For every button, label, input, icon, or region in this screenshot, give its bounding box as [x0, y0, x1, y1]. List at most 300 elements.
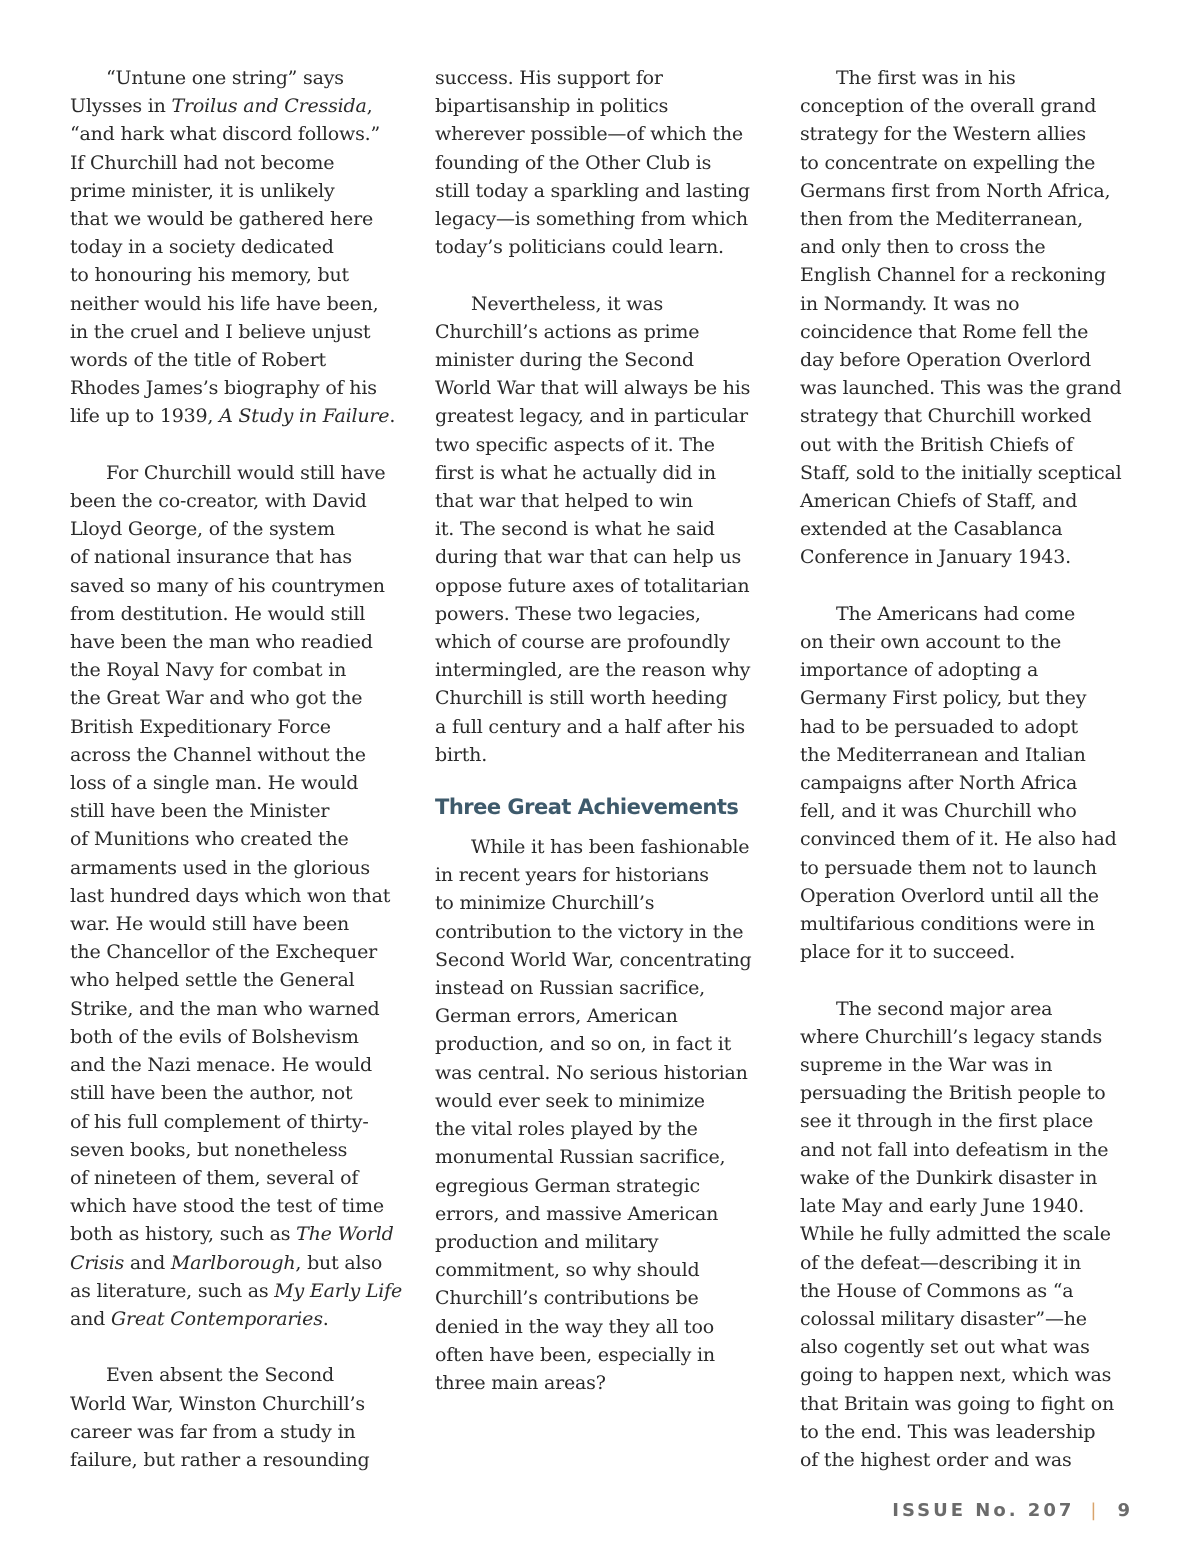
- text-run: wherever possible—of which the: [435, 123, 743, 146]
- text-run: convinced them of it. He also had: [800, 828, 1117, 851]
- text-run: life up to 1939,: [70, 405, 220, 428]
- text-line: [70, 684, 410, 712]
- text-run: the House of Commons as “a: [800, 1279, 1074, 1302]
- text-line: [70, 205, 410, 233]
- text-run: prime minister, it is unlikely: [70, 179, 335, 202]
- text-run: of the defeat—describing it in: [800, 1251, 1082, 1274]
- text-line: [70, 459, 410, 487]
- text-line: [70, 572, 410, 600]
- text-line: [70, 910, 410, 938]
- text-run: World War, Winston Churchill’s: [70, 1392, 365, 1415]
- text-line: [435, 741, 775, 769]
- text-run: late May and early June 1940.: [800, 1195, 1085, 1218]
- text-run: persuading the British people to: [800, 1082, 1106, 1105]
- text-line: [70, 769, 410, 797]
- text-line: [800, 233, 1145, 261]
- text-run: still today a sparkling and lasting: [435, 179, 750, 202]
- text-run: was central. No serious historian: [435, 1061, 748, 1084]
- text-line: [70, 966, 410, 994]
- text-line: [435, 1228, 775, 1256]
- text-run: it. The second is what he said: [435, 518, 715, 541]
- text-run: fell, and it was Churchill who: [800, 800, 1077, 823]
- text-line: [800, 995, 1145, 1023]
- text-line: [435, 1115, 775, 1143]
- text-run: Rhodes James’s biography of his: [70, 377, 377, 400]
- body-paragraph: [435, 290, 775, 769]
- body-paragraph: [70, 459, 410, 1333]
- text-run: two specific aspects of it. The: [435, 433, 715, 456]
- text-line: [800, 1107, 1145, 1135]
- text-run: had to be persuaded to adopt: [800, 715, 1078, 738]
- text-run: on their own account to the: [800, 631, 1062, 654]
- text-run: production, and so on, in fact it: [435, 1033, 732, 1056]
- text-run: career was far from a study in: [70, 1420, 356, 1443]
- text-line: [800, 741, 1145, 769]
- section-heading: Three Great Achievements: [435, 795, 739, 820]
- text-line: [800, 1023, 1145, 1051]
- text-line: [70, 656, 410, 684]
- text-run: which have stood the test of time: [70, 1195, 384, 1218]
- text-line: [70, 290, 410, 318]
- text-line: [800, 1051, 1145, 1079]
- text-line: [800, 177, 1145, 205]
- body-paragraph: [800, 995, 1145, 1474]
- text-line: [70, 402, 410, 430]
- text-line: [435, 1313, 775, 1341]
- text-run: The second major area: [836, 997, 1053, 1020]
- text-line: [435, 431, 775, 459]
- text-run: see it through in the first place: [800, 1110, 1094, 1133]
- text-line: [435, 1200, 775, 1228]
- text-run: place for it to succeed.: [800, 941, 1016, 964]
- text-line: [435, 1172, 775, 1200]
- text-line: [435, 374, 775, 402]
- text-run: the Mediterranean and Italian: [800, 743, 1086, 766]
- text-run: and the Nazi menace. He would: [70, 1054, 373, 1077]
- text-line: [435, 233, 775, 261]
- text-line: [800, 1220, 1145, 1248]
- text-run: , but also: [295, 1251, 383, 1274]
- text-run: and not fall into defeatism in the: [800, 1138, 1109, 1161]
- text-line: [435, 600, 775, 628]
- text-run: out with the British Chiefs of: [800, 433, 1074, 456]
- text-line: [800, 431, 1145, 459]
- text-run: of nineteen of them, several of: [70, 1166, 359, 1189]
- text-line: [435, 1341, 775, 1369]
- text-line: [70, 374, 410, 402]
- text-line: [70, 1277, 410, 1305]
- text-line: [435, 684, 775, 712]
- text-run: who helped settle the General: [70, 969, 355, 992]
- text-run: the vital roles played by the: [435, 1118, 698, 1141]
- text-line: [70, 64, 410, 92]
- text-line: [70, 543, 410, 571]
- footer-separator: |: [1090, 1500, 1100, 1521]
- text-line: [70, 882, 410, 910]
- text-line: [800, 543, 1145, 571]
- text-line: [435, 487, 775, 515]
- text-line: [435, 459, 775, 487]
- text-run: been the co-creator, with David: [70, 490, 367, 513]
- text-run: founding of the Other Club is: [435, 151, 712, 174]
- text-run: wake of the Dunkirk disaster in: [800, 1166, 1098, 1189]
- text-line: [800, 149, 1145, 177]
- text-line: [800, 261, 1145, 289]
- text-line: [800, 487, 1145, 515]
- text-line: [800, 825, 1145, 853]
- text-run: ,: [366, 95, 373, 118]
- text-run: English Channel for a reckoning: [800, 264, 1106, 287]
- text-run: supreme in the War was in: [800, 1054, 1053, 1077]
- text-line: [435, 713, 775, 741]
- text-run: “Untune one string” says: [106, 67, 344, 89]
- text-line: [70, 1023, 410, 1051]
- text-line: [435, 572, 775, 600]
- text-run: minister during the Second: [435, 349, 694, 372]
- text-run: success. His support for: [435, 67, 663, 89]
- text-run: Staff, sold to the initially sceptical: [800, 461, 1122, 484]
- italic-title: Crisis: [70, 1251, 125, 1274]
- text-run: both as history, such as: [70, 1223, 297, 1246]
- text-line: [70, 120, 410, 148]
- text-run: instead on Russian sacrifice,: [435, 977, 706, 1000]
- text-line: [800, 797, 1145, 825]
- text-run: words of the title of Robert: [70, 349, 326, 372]
- text-line: [800, 938, 1145, 966]
- text-run: British Expeditionary Force: [70, 715, 331, 738]
- italic-title: Great Contemporaries: [110, 1307, 323, 1330]
- text-line: [800, 515, 1145, 543]
- text-run: to concentrate on expelling the: [800, 151, 1096, 174]
- body-paragraph: [70, 1361, 410, 1474]
- text-line: [70, 1079, 410, 1107]
- text-run: intermingled, are the reason why: [435, 659, 751, 682]
- text-line: [70, 600, 410, 628]
- text-line: [70, 318, 410, 346]
- text-line: [435, 889, 775, 917]
- text-line: [435, 92, 775, 120]
- text-line: [435, 543, 775, 571]
- text-run: which of course are profoundly: [435, 631, 730, 654]
- text-line: [435, 1059, 775, 1087]
- text-run: war. He would still have been: [70, 913, 350, 936]
- text-run: .: [322, 1307, 329, 1330]
- text-run: that we would be gathered here: [70, 208, 374, 231]
- text-line: [435, 656, 775, 684]
- text-run: both of the evils of Bolshevism: [70, 1025, 359, 1048]
- italic-title: Marlborough: [170, 1251, 296, 1274]
- text-line: [800, 656, 1145, 684]
- column-3: [800, 64, 1145, 1474]
- text-run: today in a society dedicated: [70, 236, 334, 259]
- text-run: to minimize Churchill’s: [435, 892, 655, 915]
- text-line: [70, 1051, 410, 1079]
- text-run: greatest legacy, and in particular: [435, 405, 748, 428]
- text-run: during that war that can help us: [435, 546, 742, 569]
- issue-number: ISSUE No. 207: [892, 1500, 1075, 1521]
- text-run: Churchill’s actions as prime: [435, 320, 700, 343]
- text-line: [800, 854, 1145, 882]
- text-run: day before Operation Overlord: [800, 349, 1091, 372]
- text-line: [70, 177, 410, 205]
- text-run: the Great War and who got the: [70, 687, 363, 710]
- text-run: saved so many of his countrymen: [70, 574, 385, 597]
- body-paragraph: [70, 64, 410, 431]
- text-run: last hundred days which won that: [70, 884, 391, 907]
- text-line: [800, 1361, 1145, 1389]
- text-line: [435, 1087, 775, 1115]
- text-run: monumental Russian sacrifice,: [435, 1146, 726, 1169]
- text-run: and only then to cross the: [800, 236, 1046, 259]
- text-line: [70, 854, 410, 882]
- text-run: to persuade them not to launch: [800, 856, 1097, 879]
- text-run: still have been the author, not: [70, 1082, 353, 1105]
- italic-title: The World: [296, 1223, 394, 1246]
- text-line: [800, 1333, 1145, 1361]
- text-run: of national insurance that has: [70, 546, 352, 569]
- text-line: [435, 64, 775, 92]
- text-line: [70, 1108, 410, 1136]
- italic-title: A Study in Failure: [219, 405, 390, 428]
- text-line: [70, 1136, 410, 1164]
- text-line: [70, 713, 410, 741]
- text-line: [800, 1079, 1145, 1107]
- text-line: [70, 995, 410, 1023]
- text-line: [70, 515, 410, 543]
- text-line: [70, 1220, 410, 1248]
- text-run: campaigns after North Africa: [800, 772, 1078, 795]
- text-line: [435, 1030, 775, 1058]
- page-footer: [892, 1500, 1130, 1521]
- text-run: still have been the Minister: [70, 800, 330, 823]
- text-run: The first was in his: [836, 67, 1016, 89]
- text-run: three main areas?: [435, 1371, 606, 1394]
- text-run: Strike, and the man who warned: [70, 997, 380, 1020]
- text-run: seven books, but nonetheless: [70, 1138, 348, 1161]
- text-run: birth.: [435, 743, 488, 766]
- text-line: [800, 1192, 1145, 1220]
- text-run: also cogently set out what was: [800, 1336, 1090, 1359]
- text-run: would ever seek to minimize: [435, 1089, 705, 1112]
- text-line: [70, 1446, 410, 1474]
- text-run: legacy—is something from which: [435, 208, 748, 231]
- text-run: coincidence that Rome fell the: [800, 320, 1089, 343]
- text-line: [70, 938, 410, 966]
- text-line: [800, 290, 1145, 318]
- text-run: of Munitions who created the: [70, 828, 349, 851]
- text-line: [435, 120, 775, 148]
- text-run: of his full complement of thirty-: [70, 1110, 369, 1133]
- text-run: powers. These two legacies,: [435, 602, 701, 625]
- text-line: [800, 713, 1145, 741]
- text-line: [435, 205, 775, 233]
- text-line: [800, 769, 1145, 797]
- text-run: first is what he actually did in: [435, 461, 716, 484]
- text-line: [435, 628, 775, 656]
- text-run: If Churchill had not become: [70, 151, 335, 174]
- text-run: strategy for the Western allies: [800, 123, 1086, 146]
- text-run: Conference in January 1943.: [800, 546, 1071, 569]
- text-run: Germans first from North Africa,: [800, 179, 1111, 202]
- column-2: [435, 64, 775, 1397]
- text-run: have been the man who readied: [70, 631, 373, 654]
- text-line: [70, 1390, 410, 1418]
- text-run: multifarious conditions were in: [800, 913, 1095, 936]
- text-line: [435, 1369, 775, 1397]
- text-run: .: [389, 405, 396, 428]
- text-line: [800, 64, 1145, 92]
- text-line: [435, 974, 775, 1002]
- text-line: [800, 628, 1145, 656]
- text-line: [800, 205, 1145, 233]
- text-line: [435, 1002, 775, 1030]
- body-paragraph: [800, 600, 1145, 967]
- text-run: failure, but rather a resounding: [70, 1448, 370, 1471]
- text-run: strategy that Churchill worked: [800, 405, 1092, 428]
- text-run: American Chiefs of Staff, and: [800, 490, 1078, 513]
- text-line: [435, 515, 775, 543]
- text-line: [800, 1418, 1145, 1446]
- text-run: importance of adopting a: [800, 659, 1039, 682]
- text-line: [435, 346, 775, 374]
- text-line: [800, 882, 1145, 910]
- text-run: Nevertheless, it was: [471, 292, 664, 315]
- text-line: [800, 374, 1145, 402]
- text-run: Lloyd George, of the system: [70, 518, 335, 541]
- text-line: [800, 402, 1145, 430]
- italic-title: Troilus and Cressida: [171, 95, 367, 118]
- text-line: [70, 261, 410, 289]
- text-line: [70, 1418, 410, 1446]
- text-run: commitment, so why should: [435, 1259, 700, 1282]
- text-run: German errors, American: [435, 1005, 678, 1028]
- text-line: [435, 177, 775, 205]
- text-line: [70, 487, 410, 515]
- text-run: Germany First policy, but they: [800, 687, 1087, 710]
- text-run: contribution to the victory in the: [435, 920, 744, 943]
- text-run: While he fully admitted the scale: [800, 1223, 1111, 1246]
- text-run: and: [70, 1307, 111, 1330]
- text-run: Churchill’s contributions be: [435, 1287, 699, 1310]
- body-paragraph: [800, 64, 1145, 572]
- text-line: [70, 233, 410, 261]
- text-run: was launched. This was the grand: [800, 377, 1122, 400]
- text-line: [70, 741, 410, 769]
- text-line: [800, 1136, 1145, 1164]
- text-run: denied in the way they all too: [435, 1315, 714, 1338]
- column-1: [70, 64, 410, 1474]
- text-run: in the cruel and I believe unjust: [70, 320, 371, 343]
- text-line: [800, 346, 1145, 374]
- text-line: [800, 1277, 1145, 1305]
- body-paragraph: [435, 833, 775, 1397]
- text-run: today’s politicians could learn.: [435, 236, 724, 259]
- text-run: Second World War, concentrating: [435, 948, 752, 971]
- text-line: [435, 1256, 775, 1284]
- text-line: [800, 910, 1145, 938]
- text-run: the Royal Navy for combat in: [70, 659, 347, 682]
- text-run: and: [124, 1251, 171, 1274]
- text-line: [800, 600, 1145, 628]
- text-line: [800, 684, 1145, 712]
- text-line: [800, 1446, 1145, 1474]
- text-line: [70, 628, 410, 656]
- text-run: The Americans had come: [836, 602, 1076, 625]
- text-run: often have been, especially in: [435, 1343, 715, 1366]
- text-run: colossal military disaster”—he: [800, 1307, 1087, 1330]
- text-line: [435, 833, 775, 861]
- text-line: [70, 346, 410, 374]
- text-line: [435, 1284, 775, 1312]
- body-paragraph: [435, 64, 775, 261]
- text-line: [70, 1192, 410, 1220]
- text-line: [435, 318, 775, 346]
- text-run: “and hark what discord follows.”: [70, 123, 380, 146]
- text-run: the Chancellor of the Exchequer: [70, 941, 377, 964]
- text-run: in recent years for historians: [435, 864, 709, 887]
- text-run: bipartisanship in politics: [435, 95, 669, 118]
- text-run: Ulysses in: [70, 95, 172, 118]
- text-run: going to happen next, which was: [800, 1364, 1112, 1387]
- text-line: [435, 918, 775, 946]
- text-line: [800, 1164, 1145, 1192]
- text-line: [435, 149, 775, 177]
- italic-title: My Early Life: [274, 1279, 402, 1302]
- text-line: [800, 1305, 1145, 1333]
- text-run: World War that will always be his: [435, 377, 751, 400]
- text-run: Churchill is still worth heeding: [435, 687, 728, 710]
- text-line: [435, 402, 775, 430]
- text-line: [800, 1390, 1145, 1418]
- text-run: Even absent the Second: [106, 1364, 335, 1387]
- text-line: [70, 149, 410, 177]
- text-run: a full century and a half after his: [435, 715, 745, 738]
- text-line: [800, 92, 1145, 120]
- text-run: loss of a single man. He would: [70, 772, 359, 795]
- page-number: 9: [1117, 1500, 1130, 1521]
- text-run: For Churchill would still have: [106, 461, 386, 484]
- text-line: [435, 290, 775, 318]
- text-run: of the highest order and was: [800, 1448, 1072, 1471]
- text-line: [70, 1249, 410, 1277]
- text-run: armaments used in the glorious: [70, 856, 370, 879]
- text-line: [800, 459, 1145, 487]
- text-run: conception of the overall grand: [800, 95, 1097, 118]
- text-line: [70, 825, 410, 853]
- text-run: from destitution. He would still: [70, 602, 366, 625]
- text-line: [70, 1305, 410, 1333]
- text-run: then from the Mediterranean,: [800, 208, 1083, 231]
- text-line: [70, 1361, 410, 1389]
- text-run: egregious German strategic: [435, 1174, 700, 1197]
- text-line: [70, 1164, 410, 1192]
- text-run: across the Channel without the: [70, 743, 366, 766]
- text-line: [70, 797, 410, 825]
- text-run: oppose future axes of totalitarian: [435, 574, 750, 597]
- text-run: that Britain was going to fight on: [800, 1392, 1114, 1415]
- text-line: [435, 861, 775, 889]
- text-run: production and military: [435, 1230, 659, 1253]
- text-line: [800, 318, 1145, 346]
- text-line: [435, 1143, 775, 1171]
- text-line: [800, 120, 1145, 148]
- text-run: where Churchill’s legacy stands: [800, 1025, 1103, 1048]
- text-run: that war that helped to win: [435, 490, 693, 513]
- text-run: neither would his life have been,: [70, 292, 379, 315]
- text-run: While it has been fashionable: [471, 836, 750, 859]
- text-line: [800, 1249, 1145, 1277]
- text-run: to honouring his memory, but: [70, 264, 349, 287]
